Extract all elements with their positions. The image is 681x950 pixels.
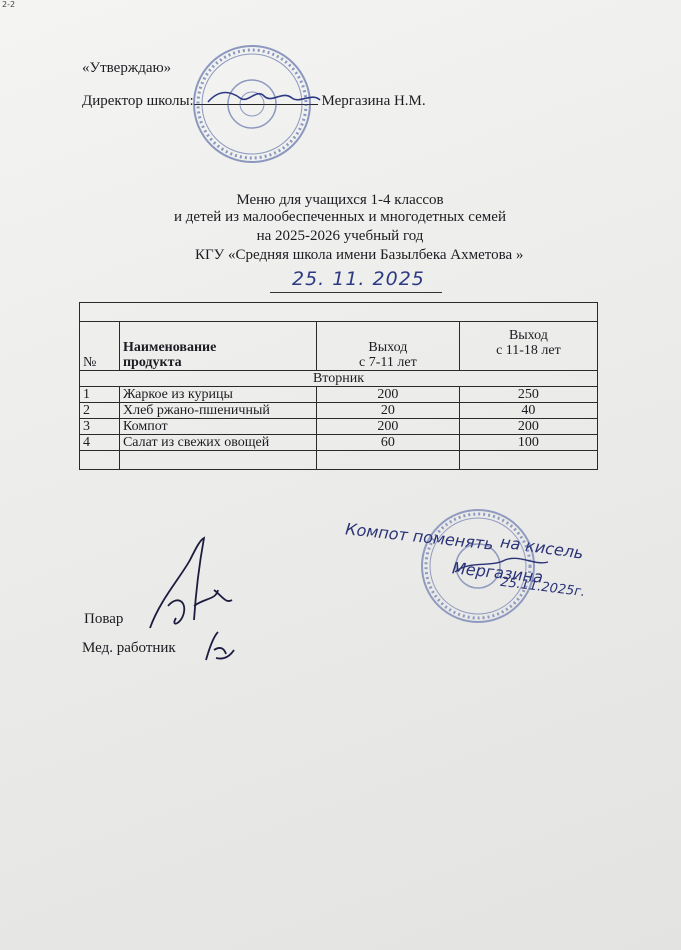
handwritten-note-line3: Мергазина — [451, 558, 544, 587]
header-output-11-18: Выход с 11-18 лет — [459, 322, 597, 371]
menu-title-line1: Меню для учащихся 1-4 классов — [236, 192, 444, 208]
table-row: 1 Жаркое из курицы 200 250 — [80, 387, 598, 403]
medic-signature — [206, 632, 234, 660]
corner-mark: 2-2 — [2, 0, 16, 9]
menu-date: 25. 11. 2025 — [292, 268, 425, 290]
menu-title-line3: на 2025-2026 учебный год — [256, 228, 424, 244]
handwritten-note-line2: на кисель — [499, 532, 585, 563]
school-name: КГУ «Средняя школа имени Базылбека Ахметова » — [195, 247, 524, 263]
handwritten-note-line1: Компот поменять — [344, 519, 495, 554]
table-row: 3 Компот 200 200 — [80, 419, 598, 435]
medic-label: Мед. работник — [82, 640, 176, 656]
menu-title-line2: и детей из малообеспеченных и многодетных семей — [174, 209, 506, 225]
director-name: Мергазина Н.М. — [321, 93, 426, 109]
cook-signature — [150, 538, 232, 628]
day-label: Вторник — [80, 371, 598, 387]
header-product-name: Наименование продукта — [119, 322, 316, 371]
header-number: № — [80, 322, 120, 371]
school-stamp-top — [194, 46, 310, 162]
table-row: 2 Хлеб ржано-пшеничный 20 40 — [80, 403, 598, 419]
header-output-7-11: Выход с 7-11 лет — [316, 322, 459, 371]
school-stamp-bottom — [422, 510, 534, 622]
director-label: Директор школы: — [82, 93, 194, 109]
handwritten-note-line4: 25.11.2025г. — [499, 574, 587, 601]
cook-label: Повар — [84, 611, 124, 627]
approval-heading: «Утверждаю» — [82, 60, 172, 76]
table-row: 4 Салат из свежих овощей 60 100 — [80, 435, 598, 451]
